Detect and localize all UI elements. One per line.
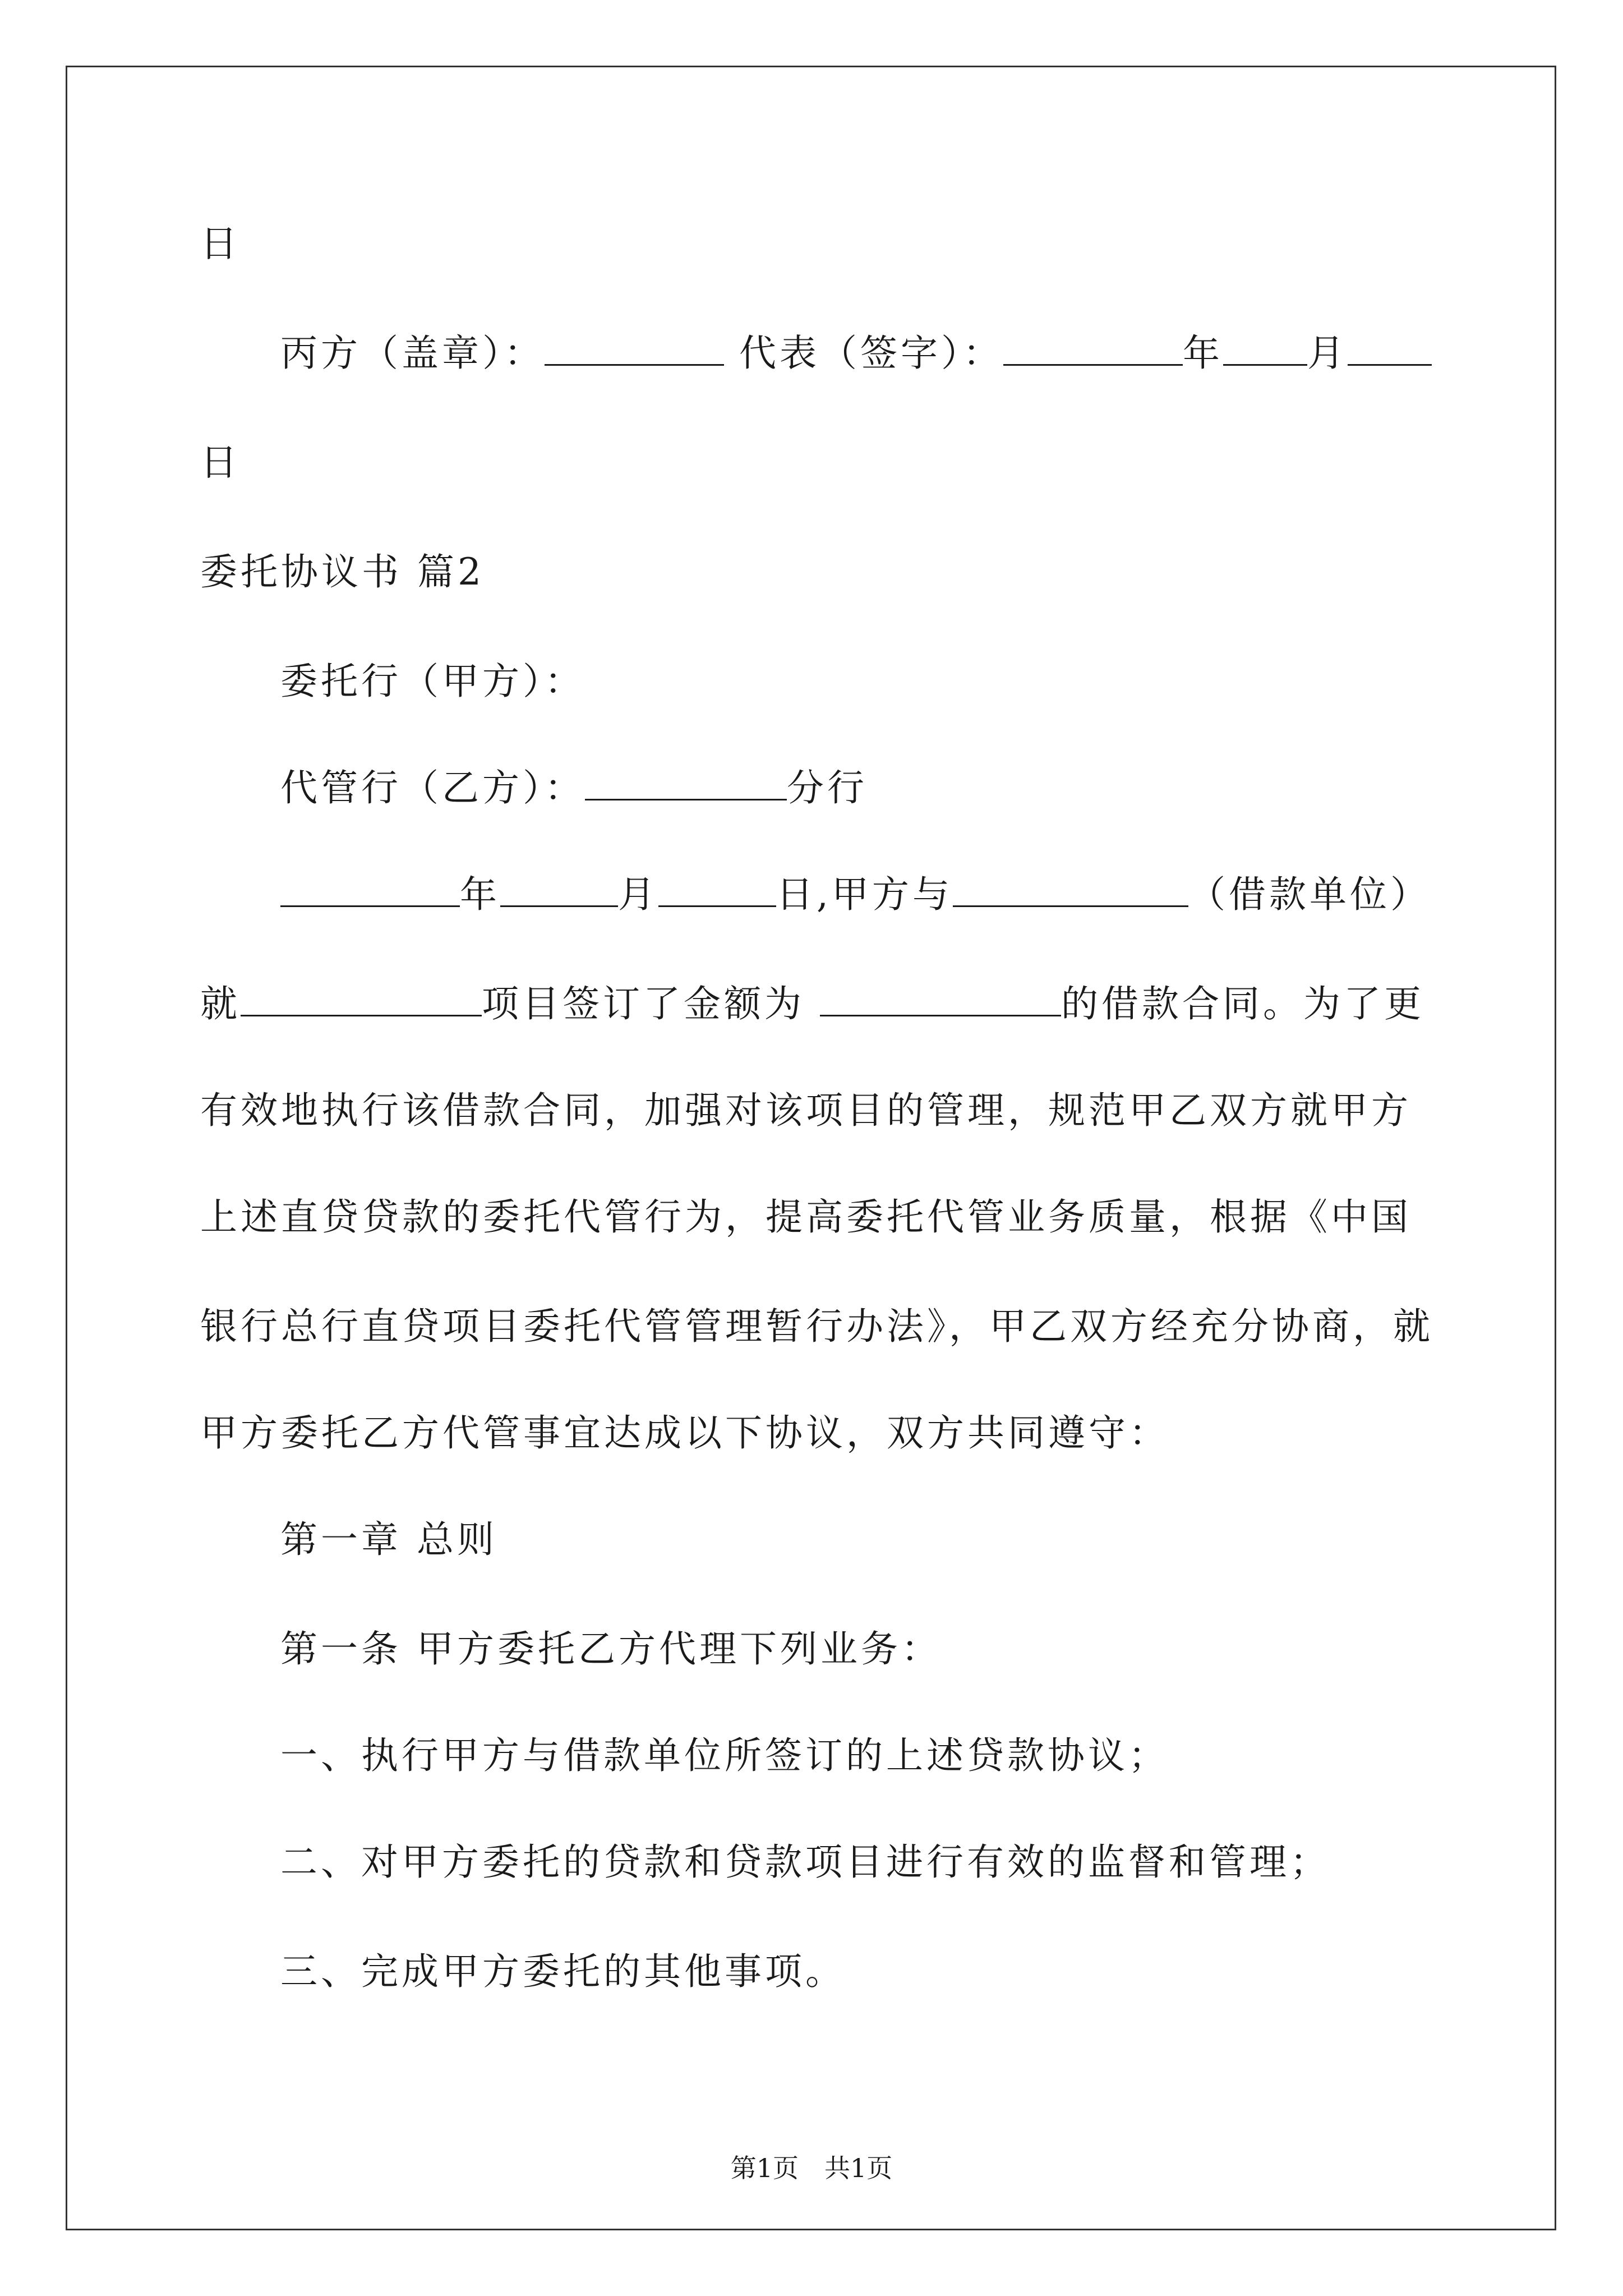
- text: 的借款合同。为了更: [1061, 982, 1424, 1025]
- text: 一、执行甲方与借款单位所签订的上述贷款协议；: [280, 1734, 1169, 1777]
- section-title: [200, 547, 485, 597]
- text: 银行总行直贷项目委托代管管理暂行办法》，甲乙双方经充分协商，就: [200, 1305, 1433, 1348]
- text-line-1: [200, 219, 241, 269]
- text: 三、完成甲方委托的其他事项。: [280, 1950, 846, 1993]
- date-line: [280, 869, 1431, 920]
- blank-field: [1003, 333, 1183, 366]
- month-label: 月: [1307, 332, 1348, 375]
- article-heading: [280, 1624, 942, 1674]
- project-line: [200, 979, 1424, 1029]
- text: 项目签订了金额为: [482, 982, 805, 1025]
- day-label: 日,甲方与: [776, 873, 953, 916]
- text: 上述直贷贷款的委托代管行为，提高委托代管业务质量，根据《中国: [200, 1195, 1412, 1239]
- branch-label: 分行: [787, 766, 868, 809]
- blank-field: [1223, 333, 1307, 366]
- year-label: 年: [1182, 332, 1223, 375]
- text: 日: [200, 441, 241, 484]
- text: 第一章 总则: [280, 1518, 497, 1561]
- paragraph-line: [200, 1408, 1169, 1458]
- list-item: [280, 1837, 1330, 1888]
- blank-field: [500, 874, 618, 907]
- text: 日: [200, 222, 241, 265]
- text: 有效地执行该借款合同，加强对该项目的管理，规范甲乙双方就甲方: [200, 1089, 1412, 1132]
- text: 二、对甲方委托的贷款和贷款项目进行有效的监督和管理；: [280, 1841, 1330, 1884]
- blank-field: [953, 874, 1188, 907]
- blank-field: [1348, 333, 1432, 366]
- paragraph-line: [200, 1192, 1412, 1243]
- blank-field: [241, 983, 482, 1016]
- text-line-3: [200, 438, 241, 488]
- text: 第一条 甲方委托乙方代理下列业务：: [280, 1627, 942, 1671]
- blank-field: [545, 333, 724, 366]
- blank-field: [658, 874, 776, 907]
- month-label: 月: [618, 873, 658, 916]
- representative-label: 代表（签字）：: [739, 332, 1003, 375]
- page-border: [66, 66, 1556, 2230]
- signature-line-c: [280, 328, 1432, 379]
- year-label: 年: [460, 873, 500, 916]
- party-b-label: 代管行（乙方）：: [280, 766, 585, 809]
- party-b-line: [280, 763, 868, 813]
- text: 委托行（甲方）：: [280, 660, 585, 703]
- title-text: 委托协议书 篇2: [200, 550, 485, 593]
- blank-field: [585, 767, 787, 800]
- text: 就: [200, 982, 241, 1025]
- blank-field: [820, 983, 1061, 1016]
- list-item: [280, 1731, 1169, 1781]
- page-footer: 第1页 共1页: [730, 2153, 893, 2183]
- party-c-label: 丙方（盖章）：: [280, 332, 545, 375]
- blank-field: [280, 874, 460, 907]
- text: 甲方委托乙方代管事宜达成以下协议，双方共同遵守：: [200, 1411, 1169, 1455]
- paragraph-line: [200, 1301, 1433, 1352]
- paragraph-line: [200, 1085, 1412, 1136]
- borrower-label: （借款单位）: [1188, 873, 1431, 916]
- party-a-line: [280, 656, 585, 707]
- chapter-heading: [280, 1515, 497, 1565]
- list-item: [280, 1947, 846, 1997]
